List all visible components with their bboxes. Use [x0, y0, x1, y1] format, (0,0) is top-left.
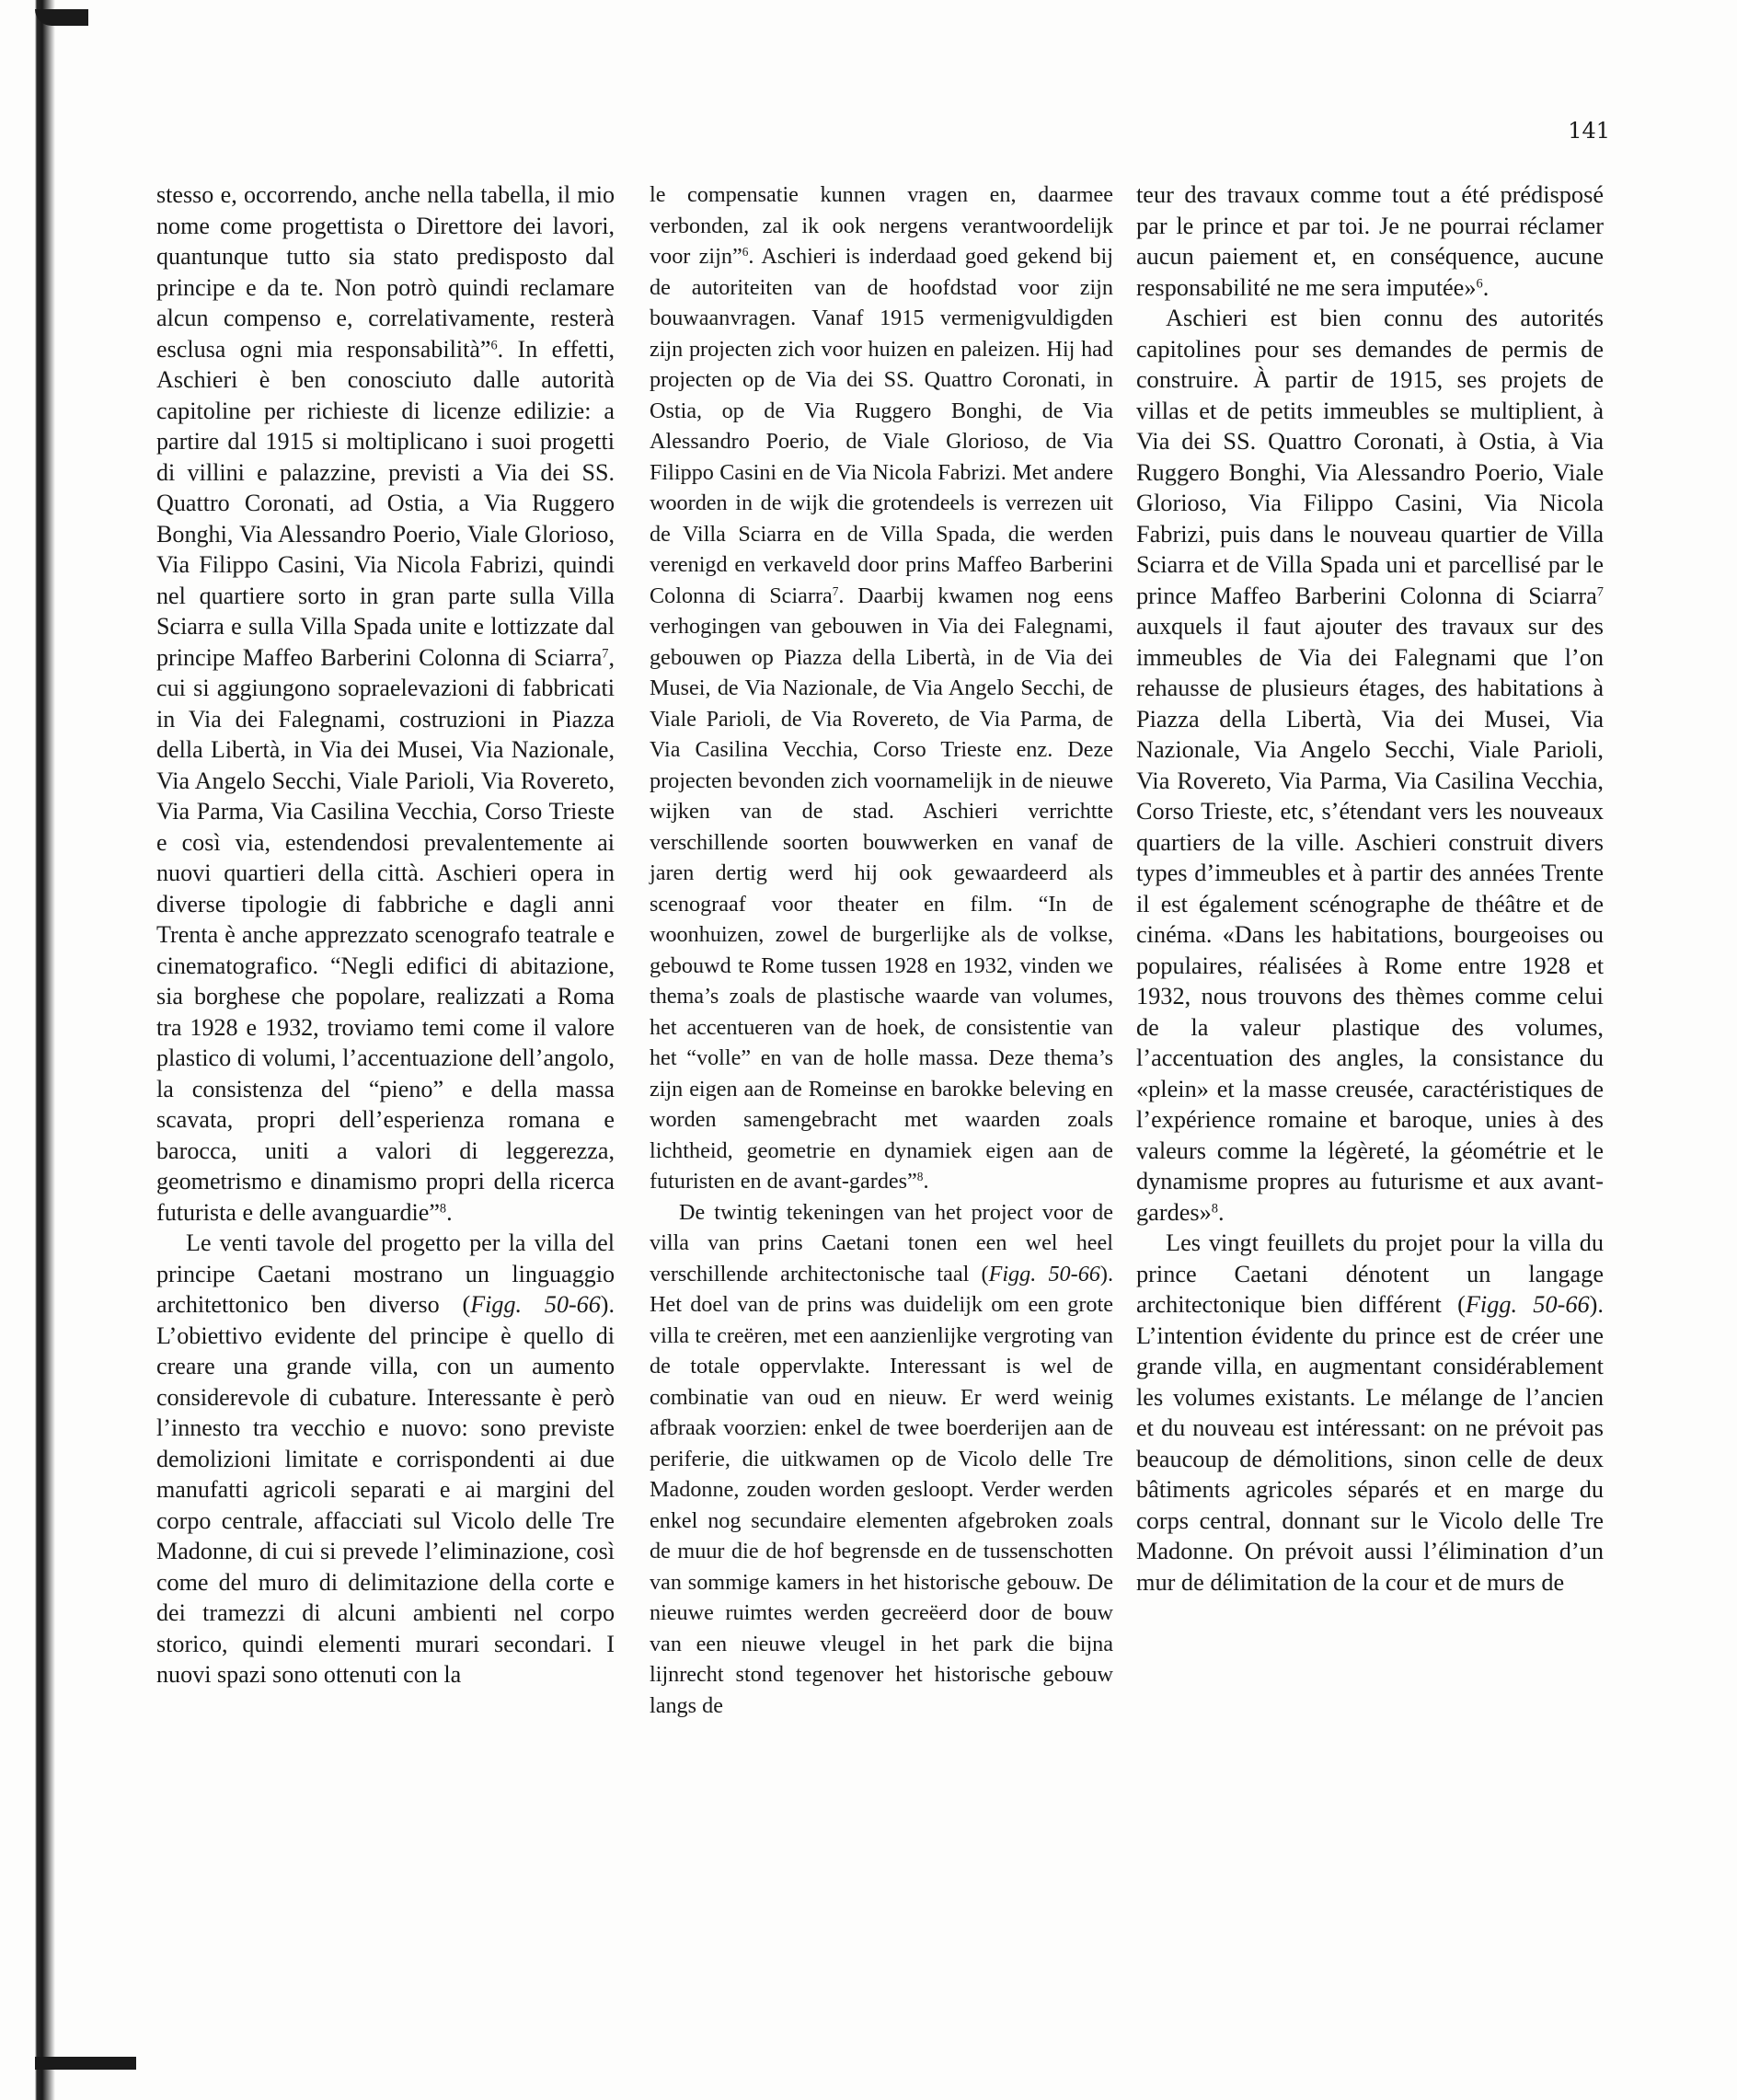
scan-binding-shadow: [0, 0, 55, 2100]
paragraph: le compensatie kunnen vragen en, daarmee verbonden, zal ik ook nergens verantwoordelijk voor zijn”$^6$. Aschieri is inderdaad goed gekend bij de autoriteiten van de hoofdstad voor zijn bouwaanvragen. Vanaf 1915 vermenigvuldigden zijn projecten zich voor huizen en paleizen. Hij had projecten op de Via dei SS. Quattro Coronati, in Ostia, op de Via Ruggero Bonghi, de Via Alessandro Poerio, de Viale Glorioso, de Via Filippo Casini en de Via Nicola Fabrizi. Met andere woorden in de wijk die grotendeels is verrezen uit de Villa Sciarra en de Villa Spada, die werden verenigd en verkaveld door prins Maffeo Barberini Colonna di Sciarra$^7$. Daarbij kwamen nog eens verhogingen van gebouwen in Via dei Falegnami, gebouwen op Piazza della Libertà, in de Via dei Musei, de Via Nazionale, de Via Angelo Secchi, de Viale Parioli, de Via Rovereto, de Via Parma, de Via Casilina Vecchia, Corso Trieste enz. Deze projecten bevonden zich voornamelijk in de nieuwe wijken van de stad. Aschieri verrichtte verschillende soorten bouwwerken en vanaf de jaren dertig werd hij ook gewaardeerd als scenograaf voor theater en film. “In de woonhuizen, zowel de burgerlijke als de volkse, gebouwd te Rome tussen 1928 en 1932, vinden we thema’s zoals de plastische waarde van volumes, het accentueren van de hoek, de consistentie van het “volle” en van de holle massa. Deze thema’s zijn eigen aan de Romeinse en barokke beleving en worden samengebracht met waarden zoals lichtheid, geometrie en dynamiek eigen aan de futuristen en de avant-gardes”$^8$.: [650, 182, 1113, 1194]
footnote-ref: 7: [1596, 583, 1604, 599]
paragraph: teur des travaux comme tout a été prédisposé par le prince et par toi. Je ne pourrai réclamer aucun paiement et, en conséquence, aucune responsabilité ne me sera imputée»$^6$.: [1136, 181, 1604, 301]
footnote-ref: 7: [602, 645, 609, 661]
footnote-ref: 6: [490, 337, 498, 352]
footnote-ref: 8: [439, 1200, 447, 1216]
figure-reference: Figg. 50-66: [470, 1291, 601, 1318]
scan-corner-mark-bottom: [35, 2057, 136, 2070]
footnote-ref: 7: [832, 583, 839, 598]
paragraph: Les vingt feuillets du projet pour la villa du prince Caetani dénotent un langage architectonique bien différent (Figg. 50-66). L’intention évidente du prince est de créer une grande villa, en augmentant considérablement les volumes existants. Le mélange de l’ancien et du nouveau est intéressant: on ne prévoit pas beaucoup de démolitions, sinon celle de deux bâtiments agricoles séparés et en marge du corps central, donnant sur le Vicolo delle Tre Madonne. On prévoit aussi l’élimination d’un mur de délimitation de la cour et de murs de: [1136, 1229, 1605, 1596]
column-dutch: [650, 179, 1113, 1721]
paragraph: Aschieri est bien connu des autorités capitolines pour ses demandes de permis de construire. À partir de 1915, ses projets de villas et de petits immeubles se multiplient, à Via dei SS. Quattro Coronati, à Ostia, à Via Ruggero Bonghi, Via Alessandro Poerio, Viale Glorioso, Via Filippo Casini, Via Nicola Fabrizi, puis dans le nouveau quartier de Villa Sciarra et de Villa Spada uni et parcellisé par le prince Maffeo Barberini Colonna di Sciarra$^7$ auxquels il faut ajouter des travaux sur des immeubles de Via dei Falegnami que l’on rehausse de plusieurs étages, des habitations à Piazza della Libertà, Via dei Musei, Via Nazionale, Via Angelo Secchi, Viale Parioli, Via Rovereto, Via Parma, Via Casilina Vecchia, Corso Trieste, etc, s’étendant vers les nouveaux quartiers de la ville. Aschieri construit divers types d’immeubles et à partir des années Trente il est également scénographe de théâtre et de cinéma. «Dans les habitations, bourgeoises ou populaires, réalisées à Rome entre 1928 et 1932, nous trouvons des thèmes comme celui de la valeur plastique des volumes, l’accentuation des angles, la consistance du «plein» et la masse creusée, caractéristiques de l’expérience romaine et baroque, unies à des valeurs comme la légèreté, la géométrie et le dynamisme propres au futurisme et aux avant-gardes»$^8$.: [1136, 305, 1604, 1226]
figure-reference: Figg. 50-66: [1465, 1291, 1590, 1318]
paragraph: stesso e, occorrendo, anche nella tabella, il mio nome come progettista o Direttore dei lavori, quantunque tutto sia stato predisposto dal principe e da te. Non potrò quindi reclamare alcun compenso e, correlativamente, resterà esclusa ogni mia responsabilità”$^6$. In effetti, Aschieri è ben conosciuto dalle autorità capitoline per richieste di licenze edilizie: a partire dal 1915 si moltiplicano i suoi progetti di villini e palazzine, previsti a Via dei SS. Quattro Coronati, ad Ostia, a Via Ruggero Bonghi, Via Alessandro Poerio, Viale Glorioso, Via Filippo Casini, Via Nicola Fabrizi, quindi nel quartiere sorto in gran parte sulla Villa Sciarra e sulla Villa Spada unite e lottizzate dal principe Maffeo Barberini Colonna di Sciarra$^7$, cui si aggiungono sopraelevazioni di fabbricati in Via dei Falegnami, costruzioni in Piazza della Libertà, in Via dei Musei, Via Nazionale, Via Angelo Secchi, Viale Parioli, Via Rovereto, Via Parma, Via Casilina Vecchia, Corso Trieste e così via, estendendosi prevalentemente ai nuovi quartieri della città. Aschieri opera in diverse tipologie di fabbriche e dagli anni Trenta è anche apprezzato scenografo teatrale e cinematografico. “Negli edifici di abitazione, sia borghese che popolare, realizzati a Roma tra 1928 e 1932, troviamo temi come il valore plastico di volumi, l’accentuazione dell’angolo, la consistenza del “pieno” e della massa scavata, propri dell’esperienza romana e barocca, uniti a valori di leggerezza, geometrismo e dinamismo propri della ricerca futurista e delle avanguardie”$^8$.: [156, 181, 615, 1226]
column-italian: [156, 179, 615, 1690]
scan-corner-mark: [35, 9, 88, 26]
paragraph: Le venti tavole del progetto per la villa del principe Caetani mostrano un linguaggio architettonico ben diverso (Figg. 50-66). L’obiettivo evidente del principe è quello di creare una grande villa, con un aumento considerevole di cubature. Interessante è però l’innesto tra vecchio e nuovo: sono previste demolizioni limitate e corrispondenti ai due manufatti agricoli separati e ai margini del corpo centrale, affacciati sul Vicolo delle Tre Madonne, di cui si prevede l’eliminazione, così come del muro di delimitazione della corte e dei tramezzi di alcuni ambienti nel corpo storico, quindi elementi murari secondari. I nuovi spazi sono ottenuti con la: [156, 1229, 615, 1688]
footnote-ref: 6: [742, 245, 749, 260]
page-number: 141: [1568, 118, 1610, 144]
figure-reference: Figg. 50-66: [988, 1261, 1100, 1287]
column-french: [1136, 179, 1604, 1598]
footnote-ref: 8: [1211, 1200, 1219, 1216]
footnote-ref: 6: [1476, 275, 1483, 291]
paragraph: De twintig tekeningen van het project voor de villa van prins Caetani tonen een wel heel verschillende architectonische taal (Figg. 50-66). Het doel van de prins was duidelijk om een grote villa te creëren, met een aanzienlijke vergroting van de totale oppervlakte. Interessant is wel de combinatie van oud en nieuw. Er werd weinig afbraak voorzien: enkel de twee boerderijen aan de periferie, die uitkwamen op de Vicolo delle Tre Madonne, zouden worden gesloopt. Verder werden enkel nog secundaire elementen afgebroken zoals de muur die de hof begrensde en de tussenschotten van sommige kamers in het historische gebouw. De nieuwe ruimtes werden gecreëerd door de bouw van een nieuwe vleugel in het park die bijna lijnrecht stond tegenover het historische gebouw langs de: [650, 1199, 1113, 1718]
footnote-ref: 8: [916, 1170, 924, 1184]
